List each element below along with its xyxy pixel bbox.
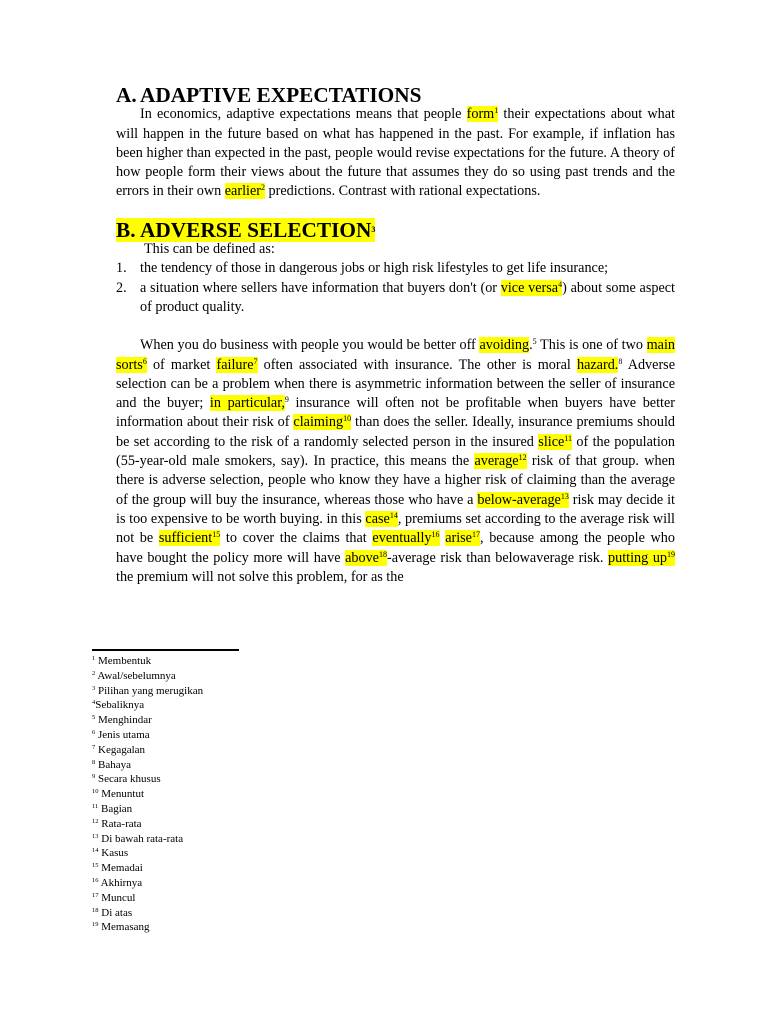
highlighted-term [538, 434, 572, 450]
term-text: failure [216, 356, 254, 373]
footnote-text: Menghindar [95, 714, 152, 727]
text-run: risk of that group. when there is adverse selection, people who know they have a higher risk of claiming than the average of the group will buy the insurance, whereas those who have a [116, 453, 675, 508]
text-run: their expectations about what will happen in the future based on what has happened in the past. For example, if inflation has been higher than expected in the past, people would revise expectations for the future. A theory of how people form their views about the future that assumes they do so using past trends and the errors in their own [116, 106, 675, 200]
text-run: of the population (55-year-old male smokers, say). In practice, this means the [116, 433, 675, 470]
footnote-item [92, 817, 203, 832]
footnote-number: 1 [92, 655, 96, 662]
footnote-ref[interactable]: 9 [284, 395, 289, 405]
footnote-ref[interactable]: 19 [667, 549, 676, 559]
footnote-number: 11 [92, 802, 99, 810]
document-body [116, 83, 676, 587]
footnote-text: Membentuk [95, 655, 152, 667]
term-text: sufficient [158, 530, 213, 547]
footnote-number: 17 [92, 891, 99, 899]
term-text: below-average [477, 491, 561, 508]
footnote-ref[interactable]: 13 [560, 491, 569, 501]
footnote-item [92, 876, 203, 891]
footnote-number: 8 [92, 758, 96, 766]
highlighted-term [501, 280, 562, 296]
text-run: ) about some aspect of product quality. [140, 279, 675, 315]
highlighted-term [159, 530, 220, 546]
footnote-number: 10 [92, 788, 99, 796]
footnote-ref[interactable]: 14 [389, 510, 398, 520]
section-a-paragraph [116, 105, 675, 201]
term-text: hazard [576, 356, 615, 373]
list-number: 1. [116, 260, 127, 277]
footnote-item [92, 669, 203, 684]
text-run: to cover the claims that [220, 530, 373, 547]
footnote-ref[interactable]: 6 [142, 356, 147, 366]
section-b-heading [116, 217, 675, 242]
footnote-number: 3 [92, 684, 96, 692]
footnote-item [92, 832, 203, 847]
footnote-text: Akhirnya [98, 876, 143, 889]
highlighted-term [445, 530, 480, 546]
term-text: vice versa [500, 279, 559, 296]
text-run: than does the seller. Ideally, insurance premiums should be set according to the risk of a randomly selected person in the insured [116, 414, 675, 450]
text-run: of market [146, 356, 217, 373]
term-text: average [474, 453, 519, 470]
footnote-item [92, 743, 203, 758]
footnote-text: Jenis utama [95, 728, 150, 741]
footnote-ref[interactable]: 17 [471, 530, 480, 540]
highlighted-term [345, 550, 387, 566]
footnote-text: Memasang [98, 921, 150, 934]
highlighted-term [293, 414, 351, 430]
footnote-number: 12 [92, 817, 99, 825]
footnote-number: 15 [92, 862, 99, 870]
footnote-text: Kegagalan [95, 743, 146, 756]
term-text: form [466, 106, 495, 123]
term-text: main sorts [116, 337, 675, 373]
footnote-item [92, 698, 203, 713]
text-run: risk may decide it is too expensive to be worth buying. in this [116, 491, 675, 527]
section-a-label: A. [116, 83, 137, 107]
highlighted-term [216, 357, 257, 373]
term-text: above [345, 549, 379, 566]
footnote-text: Muncul [98, 891, 136, 904]
footnote-text: Menuntut [98, 788, 145, 801]
list-text: the tendency of those in dangerous jobs or high risk lifestyles to get life insurance; [140, 260, 609, 277]
footnote-number: 7 [92, 743, 96, 751]
highlighted-term [477, 492, 569, 508]
list-item [116, 259, 675, 278]
text-run: Adverse selection can be a problem when there is asymmetric information between the seller of insurance and the buyer; [116, 356, 675, 412]
list-number: 2. [116, 279, 127, 296]
text-run: a situation where sellers have information that buyers don't (or [140, 279, 501, 296]
footnote-ref[interactable]: 1 [494, 106, 499, 116]
footnote-item [92, 728, 203, 743]
footnote-ref[interactable]: 18 [378, 549, 387, 559]
footnote-item [92, 861, 203, 876]
footnote-ref[interactable]: 16 [431, 530, 440, 540]
footnote-item [92, 772, 203, 787]
footnote-number: 6 [92, 728, 96, 736]
footnote-ref[interactable]: 4 [558, 279, 563, 289]
term-text: eventually [372, 530, 432, 547]
footnote-ref[interactable]: 15 [212, 530, 221, 540]
footnote-ref[interactable]: 10 [343, 414, 352, 424]
footnote-text: Awal/sebelumnya [95, 669, 176, 682]
footnote-number: 18 [92, 906, 99, 914]
section-b-label: B. [116, 217, 136, 242]
footnote-text: Pilihan yang merugikan [95, 684, 204, 697]
footnote-text: Kasus [98, 847, 129, 860]
text-run: -average risk than belowaverage risk. [386, 549, 609, 566]
footnote-item [92, 758, 203, 773]
footnote-ref[interactable]: 2 [260, 183, 265, 193]
section-a-title: ADAPTIVE EXPECTATIONS [140, 83, 422, 107]
highlighted-term: hazard. [576, 356, 619, 373]
footnote-item [92, 802, 203, 817]
footnote-text: Memadai [98, 862, 143, 875]
footnote-text: Sebaliknya [95, 699, 145, 712]
text-run: , premiums set according to the average risk will not be [116, 510, 675, 547]
footnote-text: Rata-rata [98, 817, 142, 830]
footnote-item [92, 891, 203, 906]
definition-list [116, 259, 675, 317]
footnote-item [92, 713, 203, 728]
highlighted-heading [116, 218, 375, 242]
text-run: , because among the people who have bought the policy more will have [116, 530, 675, 566]
highlighted-term [467, 106, 499, 122]
list-item [116, 279, 675, 318]
footnote-text: Di bawah rata-rata [98, 832, 184, 845]
text-run: When you do business with people you would be better off [140, 337, 480, 354]
text-run: insurance will often not be profitable when buyers have better information about their risk of [116, 395, 675, 431]
footnotes [92, 654, 203, 935]
footnote-ref[interactable]: 11 [564, 433, 572, 443]
text-run: In economics, adaptive expectations means that people [140, 106, 467, 123]
term-text: case [365, 510, 390, 527]
text-run: This is one of two [536, 337, 647, 354]
footnote-number: 16 [92, 876, 99, 884]
footnote-ref[interactable]: 12 [518, 453, 527, 463]
footnote-item [92, 787, 203, 802]
highlighted-term [372, 530, 439, 546]
term-text: arise [445, 530, 472, 547]
footnote-item [92, 906, 203, 921]
footnote-item [92, 654, 203, 669]
footnote-number: 2 [92, 669, 96, 677]
adverse-selection-paragraph: When you do business with people you would be better off avoiding.$^5$ This is one of two main sorts$^6$ of market failure$^7$ often associated with insurance. The other is moral hazard.$^8$ Adverse selection can be a problem when there is asymmetric information between the seller of insurance and the buyer; in particular,$^9$ insurance will often not be profitable when buyers have better information about their risk of claiming$^{10}$ than does the seller. Ideally, insurance premiums should be set according to the risk of a randomly selected person in the insured slice$^{11}$ of the population (55-year-old male smokers, say). In practice, this means the average$^{12}$ risk of that group. when there is adverse selection, people who know they have a higher risk of claiming than the average of the group will buy the insurance, whereas those who have a below-average$^{13}$ risk may decide it is too expensive to be worth buying. in this case$^{14}$, premiums set according to the average risk will not be sufficient$^{15}$ to cover the claims that eventually$^{16}$ arise$^{17}$, because among the people who have bought the policy more will have above$^{18}$-average risk than belowaverage risk. putting $up^{19}$ the premium will not solve this problem, for as the [116, 337, 676, 585]
section-b-title: ADVERSE SELECTION [140, 217, 372, 242]
footnote-number: 9 [92, 773, 96, 781]
text-run: often associated with insurance. The other is moral [257, 356, 577, 373]
footnote-number: 14 [92, 847, 99, 855]
footnote-ref[interactable]: 8 [618, 356, 623, 366]
highlighted-term [365, 511, 397, 527]
footnote-number: 5 [92, 714, 96, 722]
footnote-number: 4 [92, 699, 96, 707]
footnote-ref[interactable]: 5 [532, 337, 537, 347]
highlighted-term: avoiding [479, 337, 530, 354]
footnote-number: 13 [92, 832, 99, 840]
text-run: the premium will not solve this problem, for as the [116, 568, 404, 585]
footnote-separator [92, 649, 239, 651]
footnote-ref[interactable]: 7 [253, 356, 258, 366]
footnote-item [92, 846, 203, 861]
highlighted-term: in particular, [209, 395, 285, 412]
footnote-item [92, 684, 203, 699]
term-text: slice [538, 433, 565, 450]
footnote-ref[interactable]: 3 [371, 224, 376, 234]
highlighted-term [608, 550, 675, 566]
section-a-heading [116, 83, 675, 107]
footnote-text: Di atas [98, 906, 133, 919]
footnote-text: Secara khusus [95, 773, 161, 786]
footnote-text: Bahaya [95, 758, 131, 771]
list-text [140, 279, 675, 318]
footnote-text: Bagian [98, 802, 133, 815]
term-text: in particular [209, 395, 282, 412]
highlighted-term [474, 453, 526, 469]
footnote-item [92, 920, 203, 935]
term-text: putting up [608, 549, 668, 566]
definition-intro: This can be defined as: [144, 241, 275, 258]
term-text: claiming [293, 414, 344, 431]
footnote-number: 19 [92, 921, 99, 929]
text-run: predictions. Contrast with rational expectations. [264, 183, 541, 200]
highlighted-term [225, 183, 265, 199]
term-text: earlier [224, 183, 261, 200]
